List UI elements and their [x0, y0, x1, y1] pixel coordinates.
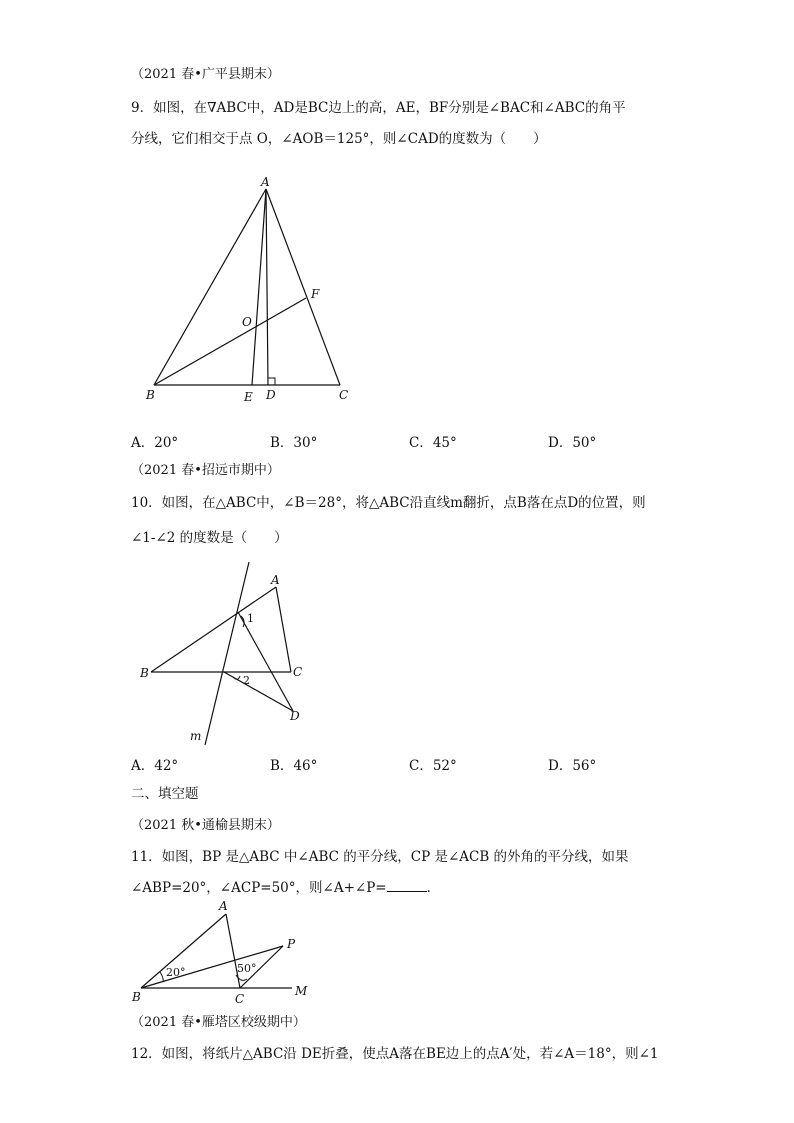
q11-label-p: P: [287, 937, 296, 951]
section-title: 二、填空题: [131, 786, 199, 802]
q10-label-c: C: [293, 665, 303, 679]
q10-option-b: B．46°: [270, 758, 318, 774]
q12-source: （2021 春•雁塔区校级期中）: [131, 1015, 306, 1030]
q9-label-d: D: [266, 388, 276, 402]
q11-text-line2-post: ．: [426, 880, 441, 896]
q9-label-a: A: [261, 175, 270, 189]
q11-label-a: A: [219, 899, 228, 913]
q9-label-c: C: [339, 388, 349, 402]
q10-label-m: m: [190, 729, 202, 743]
q9-label-f: F: [311, 287, 320, 301]
q9-label-b: B: [146, 388, 155, 402]
q9-text-line2: 分线，它们相交于点 O，∠AOB＝125°，则∠CAD的度数为（ ）: [131, 131, 547, 147]
q10-option-a: A．42°: [131, 758, 179, 774]
q12-text-line1: 12．如图，将纸片△ABC沿 DE折叠，使点A落在BE边上的点A′处，若∠A＝18°，则∠1: [131, 1046, 659, 1062]
q11-source: （2021 秋•通榆县期末）: [131, 818, 280, 833]
q9-source: （2021 春•广平县期末）: [131, 67, 280, 82]
q9-option-a: A．20°: [131, 435, 179, 451]
q11-label-b: B: [132, 990, 141, 1004]
q9-option-d: D．50°: [548, 435, 597, 451]
q10-label-angle2: 2: [243, 674, 250, 687]
q9-label-e: E: [244, 390, 253, 404]
q10-label-d: D: [290, 709, 300, 723]
q11-angle20-arc: [160, 972, 163, 982]
q11-label-m: M: [295, 984, 308, 998]
q9-option-b: B．30°: [270, 435, 318, 451]
q10-source: （2021 春•招远市期中）: [131, 463, 280, 478]
q11-label-angle20: 20°: [166, 966, 186, 979]
q9-option-c: C．45°: [409, 435, 457, 451]
q11-text-line2-pre: ∠ABP=20°，∠ACP=50°，则∠A+∠P=: [131, 880, 387, 896]
q10-text-line1: 10．如图，在△ABC中，∠B＝28°，将△ABC沿直线m翻折，点B落在点D的位置，则: [131, 495, 646, 511]
q10-option-d: D．56°: [548, 758, 597, 774]
q9-label-o: O: [242, 315, 252, 329]
q10-option-c: C．52°: [409, 758, 457, 774]
q11-label-c: C: [235, 992, 245, 1006]
q11-label-angle50: 50°: [237, 962, 257, 975]
q9-text-line1: 9．如图，在∇ABC中，AD是BC边上的高，AE，BF分别是∠BAC和∠ABC的角平: [131, 100, 626, 116]
q10-label-a: A: [271, 573, 280, 587]
q11-text-line1: 11．如图，BP 是△ABC 中∠ABC 的平分线，CP 是∠ACB 的外角的平分线，如果: [131, 849, 629, 865]
q10-label-angle1: 1: [247, 612, 254, 625]
q10-text-line2: ∠1-∠2 的度数是（ ）: [131, 530, 288, 546]
q10-label-b: B: [140, 666, 149, 680]
